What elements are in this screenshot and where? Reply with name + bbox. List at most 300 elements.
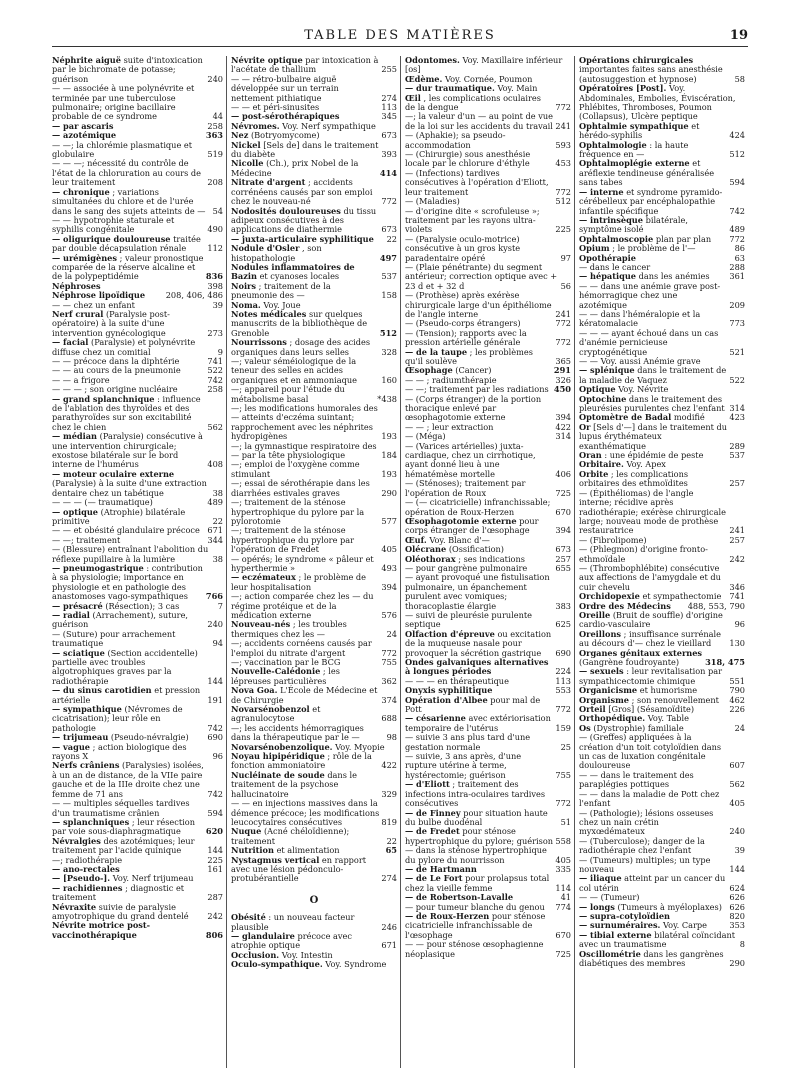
entry-text (405, 263, 559, 291)
entry-description: (Ch.), prix Nobel de la Médecine (231, 158, 359, 178)
entry-heading: — splanchniques (52, 816, 130, 827)
entry-page-ref: 208, 406, 486 (165, 290, 223, 301)
entry-description: — (Aphakie); sa pseudo-accommodation (405, 130, 506, 150)
entry-description: — — associée à une polynévrite et terminée par une tuberculose pulmonaire; origine bacillaire probable de ce syndrome (52, 83, 195, 122)
index-entry (231, 960, 397, 969)
entry-text (231, 141, 379, 160)
entry-page-ref: 405 (555, 854, 571, 865)
entry-text (52, 141, 205, 160)
index-entry (579, 649, 745, 668)
entry-text (231, 244, 378, 263)
entry-text (405, 112, 553, 131)
entry-page-ref: 314 (729, 403, 745, 414)
entry-description: ; le problème de l'— (612, 243, 696, 254)
entry-description: — suivie, 3 ans après, d'une rupture utérine à terme, hystérectomie; guérison (405, 751, 522, 780)
entry-description: — — dans le traitement des paraplégies pottiques (579, 769, 694, 790)
entry-heading: — rachidiennes (52, 882, 123, 893)
entry-page-ref: 772 (555, 798, 571, 809)
entry-text (231, 442, 379, 461)
entry-description: — — dans l'héméralopie et la kératomalacie (579, 308, 701, 329)
entry-description: importantes faites sans anesthésie (autosuggestion et hypnose) (579, 64, 723, 84)
entry-description: — (Méga) (405, 431, 446, 442)
entry-heading: — moteur oculaire externe (52, 468, 175, 479)
entry-text (405, 235, 559, 263)
entry-page-ref: 626 (729, 892, 745, 903)
entry-heading: Noma. (231, 299, 261, 310)
entry-description: — — Voy. aussi Anémie grave (579, 356, 701, 366)
index-entry (405, 479, 571, 498)
entry-page-ref: 25 (560, 741, 571, 752)
entry-heading: Olfaction d'épreuve (405, 628, 495, 639)
entry-page-ref: 345 (381, 111, 397, 122)
entry-heading: Nourrissons (231, 337, 287, 348)
index-entry (405, 395, 571, 423)
entry-heading: — trijumeau (52, 732, 109, 743)
entry-description: [Sels de] dans le traitement du diabète (231, 139, 379, 160)
entry-page-ref: 741 (729, 591, 745, 602)
entry-description: du tissu adipeux consécutives à des applications de diathermie (231, 205, 377, 235)
index-entry (231, 724, 397, 743)
entry-page-ref: 423 (729, 412, 745, 423)
index-entry (579, 874, 745, 893)
entry-page-ref: 725 (555, 487, 571, 498)
entry-heading: Orteil (579, 704, 606, 715)
index-entry (231, 667, 397, 686)
index-entry (579, 630, 745, 649)
entry-heading: Néphroses (52, 280, 101, 291)
index-entry (231, 244, 397, 263)
entry-description: Voy. Intestin (281, 949, 333, 960)
entry-page-ref: 328 (381, 346, 397, 357)
index-entry (231, 771, 397, 799)
entry-text (231, 799, 379, 827)
entry-heading: Œsophage (405, 365, 453, 376)
entry-page-ref: 51 (560, 816, 571, 827)
entry-description: et aréflexie tendineuse généralisée sans tabes (579, 158, 715, 188)
entry-description: (Botryomycome) (250, 130, 320, 141)
entry-description: : la haute fréquence en — (579, 139, 689, 160)
index-entry (231, 620, 397, 639)
index-columns (52, 56, 750, 1068)
entry-description: dans le traitement de la maladie de Vaquez (579, 365, 727, 385)
entry-text (405, 479, 553, 498)
entry-description: (Ossification) (448, 544, 504, 555)
entry-description: Voy. Syndrome (325, 959, 387, 970)
entry-text (579, 950, 727, 969)
index-entry (52, 508, 223, 527)
entry-page-ref: 790 (729, 685, 745, 696)
entry-page-ref: 22 (212, 515, 223, 526)
entry-page-ref: 9 (217, 346, 223, 357)
entry-description: : leur revitalisation par sympathicectomie chimique (579, 666, 723, 686)
entry-page-ref: 489 (207, 497, 223, 508)
entry-text (405, 658, 553, 677)
entry-text (231, 385, 375, 404)
entry-page-ref: 462 (729, 694, 745, 705)
entry-heading: Novarsénobenzol (231, 704, 310, 715)
entry-description: — (Maladies) (405, 196, 460, 207)
index-entry (579, 667, 745, 686)
entry-page-ref: 58 (734, 73, 745, 84)
index-entry (405, 912, 571, 940)
entry-heading: — intrinsèque (579, 214, 643, 225)
entry-page-ref: 453 (555, 158, 571, 169)
page-number: 19 (729, 28, 748, 43)
entry-page-ref: 489 (729, 224, 745, 235)
entry-page-ref: 362 (381, 675, 397, 686)
entry-heading: Notes médicales (231, 308, 307, 319)
index-entry (231, 827, 397, 846)
entry-page-ref: 24 (386, 628, 397, 639)
entry-heading: Nicolle (231, 158, 264, 169)
entry-description: ; son renouvellement (631, 694, 719, 705)
entry-heading: — radial (52, 609, 90, 620)
entry-description: — — — (— traumatique) (52, 497, 153, 508)
entry-text (52, 705, 205, 733)
entry-page-ref: 274 (381, 873, 397, 884)
entry-page-ref: 112 (207, 243, 223, 254)
entry-description: —; les accidents hémorragiques dans la thérapeutique par le — (231, 722, 364, 743)
entry-description: en rapport avec une lésion pédonculo-protubérantielle (231, 854, 367, 884)
entry-description: — — rétro-bulbaire aiguë développée sur un terrain nettement pithiatique (231, 73, 339, 103)
entry-text (231, 752, 379, 771)
entry-text (52, 649, 205, 687)
entry-page-ref: *438 (377, 393, 397, 404)
entry-description: —; radiothérapie (52, 854, 123, 865)
entry-page-ref: 290 (729, 958, 745, 968)
index-entry (405, 94, 571, 113)
entry-description: —; les modifications humorales des — atteints d'eczéma suintant; rapprochement avec les néphrites hydropigènes (231, 403, 378, 442)
entry-page-ref: 576 (381, 609, 397, 620)
index-entry (231, 385, 397, 404)
entry-description: — (— cicatricielle) infranchissable; opération de Roux-Herzen (405, 497, 551, 517)
entry-description: — ayant provoqué une fistulisation pulmonaire, un épanchement purulent avec vomiques; thoracoplastie élargie (405, 572, 550, 611)
entry-heading: Œsophagotomie externe (405, 515, 517, 526)
index-entry (52, 611, 223, 630)
entry-heading: Nystagmus vertical (231, 854, 320, 865)
entry-description: ; leur résection par voie sous-diaphragmatique (52, 816, 195, 837)
entry-description: — — précoce dans la diphtérie (52, 356, 180, 366)
entry-description: — — (Tumeur) (579, 892, 640, 903)
entry-description: ; les lépreuses particulières (231, 666, 340, 686)
entry-heading: Optomètre de Badal (579, 412, 672, 423)
entry-page-ref: 394 (381, 581, 397, 592)
entry-page-ref: 258 (207, 120, 223, 131)
entry-text (231, 498, 379, 526)
entry-text (405, 809, 559, 828)
index-entry (52, 141, 223, 160)
entry-description: — (Corps étranger) de la portion thoracique enlevé par œsophagotomie externe (405, 393, 542, 423)
entry-description: Voy. Abdominales, Embolies, Éviscération, Phlébites, Thromboses, Poumon (Collapsus), Ulcère peptique (579, 83, 736, 122)
entry-description: L'École de Médecine et de Chirurgie (231, 685, 378, 705)
entry-text (579, 667, 727, 686)
index-entry (52, 159, 223, 187)
index-entry (52, 395, 223, 433)
entry-page-ref: 512 (379, 327, 397, 338)
entry-text (579, 856, 727, 875)
entry-page-ref: 44 (212, 111, 223, 122)
entry-page-ref: 772 (555, 186, 571, 197)
entry-description: — (Varices artérielles) juxta-cardiaque, chez un cirrhotique, ayant donné lieu à une hématémèse mortelle (405, 440, 536, 479)
index-entry (579, 423, 745, 451)
entry-heading: — de Fredet (405, 826, 460, 837)
index-entry (231, 799, 397, 827)
entry-description: — pour tumeur blanche du genou (405, 901, 545, 912)
entry-description: — (Tension); rapports avec la pression artérielle générale (405, 327, 527, 348)
index-entry (405, 112, 571, 131)
entry-heading: Nova Goa. (231, 685, 278, 696)
entry-text (579, 366, 727, 385)
entry-text (52, 235, 205, 254)
entry-text (52, 743, 211, 762)
entry-heading: Opération d'Albee (405, 694, 488, 705)
entry-description: (Atrophie) bilatérale primitive (52, 506, 186, 526)
entry-heading: — juxta-articulaire syphilitique (231, 233, 374, 244)
entry-page-ref: 246 (381, 921, 397, 932)
entry-heading: Néphrite aiguë (52, 56, 121, 65)
entry-text (231, 479, 379, 498)
entry-heading: Organicisme (579, 685, 638, 696)
entry-description: : influence de l'ablation des thyroïdes et des parathyroïdes sur son excitabilité chez le chien (52, 393, 201, 432)
index-entry (579, 470, 745, 489)
entry-page-ref: 422 (555, 421, 571, 432)
entry-description: et sympathectomie (642, 591, 722, 602)
entry-description: ; les complications orbitaires des ethmoïdites (579, 468, 689, 489)
entry-page-ref: 255 (381, 64, 397, 75)
entry-text (579, 423, 727, 451)
entry-page-ref: 393 (381, 149, 397, 160)
index-entry (405, 696, 571, 715)
index-entry (231, 913, 397, 932)
entry-description: — — au cours de la pneumonie (52, 365, 181, 376)
entry-text (52, 470, 211, 498)
index-entry (405, 714, 571, 733)
entry-heading: — de Robertson-Lavalle (405, 892, 514, 903)
entry-page-ref: 594 (207, 807, 223, 818)
entry-text (52, 564, 204, 602)
entry-description: — (Paralysie oculo-motrice) consécutive à un gros kyste paradentaire opéré (405, 233, 521, 263)
entry-page-ref: 257 (555, 553, 571, 564)
entry-text (231, 75, 379, 103)
index-entry (231, 639, 397, 658)
index-entry (52, 686, 223, 705)
index-entry (405, 150, 571, 169)
entry-text (405, 517, 553, 536)
index-entry (579, 366, 745, 385)
entry-description: , son histopathologie (231, 243, 322, 263)
entry-description: ; le problème de leur hospitalisation (231, 572, 367, 592)
entry-description: ; rôle de la fonction ammoniatoire (231, 751, 372, 771)
entry-page-ref: 98 (386, 732, 397, 743)
entry-description: — — — ; son origine nucléaire (52, 384, 178, 395)
entry-page-ref: 522 (207, 365, 223, 376)
entry-description: — d'origine dite « scrofuleuse »; traitement par les rayons ultra-violets (405, 205, 540, 235)
entry-description: Voy. Nerf sympathique (282, 120, 376, 131)
index-entry (405, 329, 571, 348)
index-entry (52, 56, 223, 84)
entry-heading: Nickel (231, 139, 261, 150)
entry-text (579, 809, 727, 837)
entry-page-ref: 22 (386, 835, 397, 846)
entry-heading: Nerfs crâniens (52, 760, 120, 771)
entry-description: — (Tumeurs) multiples; un type nouveau (579, 854, 711, 874)
entry-page-ref: 521 (729, 346, 745, 357)
entry-text (52, 818, 204, 837)
entry-text (405, 573, 553, 611)
index-entry (405, 827, 571, 846)
entry-heading: — iliaque (579, 873, 622, 884)
entry-page-ref: 326 (555, 374, 571, 385)
entry-page-ref: 742 (207, 788, 223, 799)
entry-page-ref: 113 (381, 102, 397, 113)
entry-page-ref: 159 (555, 722, 571, 733)
index-entry (579, 310, 745, 329)
index-entry (579, 837, 745, 856)
index-entry (579, 395, 745, 414)
index-entry (405, 846, 571, 865)
entry-page-ref: 408 (207, 459, 223, 470)
entry-page-ref: 38 (212, 553, 223, 564)
entry-page-ref: 819 (381, 816, 397, 827)
entry-page-ref: 240 (729, 826, 745, 837)
index-entry (231, 932, 397, 951)
entry-text (231, 724, 385, 743)
index-entry (405, 940, 571, 959)
entry-page-ref: 289 (729, 440, 745, 451)
entry-description: (Paralysie) à la suite d'une extraction dentaire chez un tabétique (52, 478, 207, 498)
entry-description: dans le traitement des pleurésies purulentes chez l'enfant (579, 393, 725, 414)
entry-description: —; valeur séméiologique de la teneur des selles en acides organiques et en ammoniaque (231, 356, 357, 385)
entry-description: — dans le cancer (579, 261, 651, 272)
entry-heading: Novarsénobenzolique. (231, 741, 333, 752)
entry-heading: Ophtalmie sympathique (579, 120, 689, 131)
entry-description: — — en injections massives dans la démence précoce; les modifications leucocytaires consécutives (231, 798, 380, 827)
index-entry (231, 479, 397, 498)
index-entry (231, 856, 397, 884)
entry-description: Voy. Névrite (618, 384, 669, 395)
entry-text (405, 940, 553, 959)
entry-text (231, 282, 379, 301)
entry-page-ref: 512 (729, 149, 745, 160)
entry-description: — (Prothèse) après exérèse chirurgicale large d'un épithéliome de l'angle interne (405, 290, 552, 319)
index-entry (579, 931, 745, 950)
entry-text (52, 84, 211, 122)
entry-text (579, 874, 727, 893)
entry-description: (Arrachement), suture, guérison (52, 609, 189, 630)
entry-heading: — du sinus carotidien (52, 685, 152, 696)
index-entry (579, 771, 745, 790)
index-entry (52, 705, 223, 733)
entry-text (405, 207, 553, 235)
entry-page-ref: 94 (212, 638, 223, 649)
entry-text (231, 856, 379, 884)
entry-description: dans le traitement de la psychose hallucinatoire (231, 769, 357, 799)
entry-description: et alimentation (276, 845, 340, 856)
entry-heading: Névrite motrice post-vaccinothérapique (52, 920, 151, 940)
index-entry (52, 630, 223, 649)
entry-heading: Opérations chirurgicales (579, 56, 694, 65)
entry-text (405, 714, 553, 733)
entry-text (405, 827, 553, 846)
entry-description: et agranulocytose (231, 704, 321, 724)
entry-text (405, 752, 553, 780)
entry-page-ref: 274 (381, 92, 397, 103)
entry-page-ref: 208 (207, 177, 223, 188)
entry-heading: — [Pseudo-]. (52, 873, 111, 884)
entry-heading: Onyxis syphilitique (405, 685, 493, 696)
entry-page-ref: 522 (729, 374, 745, 385)
index-entry (52, 235, 223, 254)
index-entry (231, 357, 397, 385)
entry-description: dans les anémies (638, 271, 710, 282)
index-column-4 (574, 56, 748, 1068)
entry-description: — — a frigore (52, 374, 110, 385)
entry-description: : contribution à sa physiologie; importance en physiologie et en pathologie des anastomoses vago-sympathiques (52, 562, 203, 602)
entry-text (231, 357, 379, 385)
entry-description: —; essai de sérothérapie dans les diarrhées estivales graves (231, 478, 370, 498)
entry-page-ref: 226 (729, 704, 745, 715)
entry-heading: — de Le Fort (405, 873, 463, 884)
entry-description: — — dans la maladie de Pott chez l'enfant (579, 788, 720, 809)
entry-page-ref: 806 (205, 929, 223, 940)
entry-heading: Ophtalmoplégie externe (579, 158, 690, 169)
entry-page-ref: 287 (207, 892, 223, 903)
entry-description: ; variations simultanées du chlore et de l'urée dans le sang des sujets atteints de — (52, 186, 206, 216)
entry-page-ref: 626 (729, 901, 745, 912)
entry-page-ref: 673 (381, 130, 397, 141)
entry-text (52, 884, 205, 903)
entry-page-ref: 193 (381, 431, 397, 442)
entry-description: — —; la chlorémie plasmatique et globulaire (52, 139, 193, 160)
entry-description: ; accidents corrénéens causés par son emploi chez le nouveau-né (231, 177, 373, 207)
entry-description: (Paralysie) et polynévrite diffuse chez un comitial (52, 337, 196, 357)
entry-page-ref: 38 (212, 487, 223, 498)
entry-text (52, 921, 204, 940)
entry-text (405, 846, 553, 865)
entry-description: — — et péri-sinusites (231, 102, 320, 113)
entry-description: — —; traitement par les radiations (405, 384, 549, 395)
entry-page-ref: 242 (729, 553, 745, 564)
index-entry (405, 56, 571, 75)
entry-description: ; valeur pronostique comparée de la réserve alcaline et de la polypeptidémie (52, 252, 204, 282)
entry-page-ref: 241 (729, 525, 745, 536)
entry-page-ref: 398 (207, 280, 223, 291)
entry-text (231, 771, 379, 799)
entry-text (405, 442, 553, 480)
entry-heading: Os (579, 722, 591, 733)
entry-text (405, 498, 553, 517)
entry-page-ref: 562 (729, 779, 745, 790)
index-column-3 (400, 56, 574, 1068)
entry-text (405, 630, 553, 658)
entry-heading: — azotémique (52, 130, 117, 141)
entry-page-ref: 488, 553, 790 (687, 600, 745, 611)
index-entry (579, 950, 745, 969)
entry-heading: Nouveau-nés (231, 619, 291, 630)
index-entry (579, 122, 745, 141)
entry-heading: — hépatique (579, 271, 637, 282)
entry-description: ; les troubles thermiques chez les — (231, 619, 347, 639)
index-entry (52, 338, 223, 357)
entry-page-ref: 365 (555, 356, 571, 366)
entry-page-ref: 65 (385, 845, 397, 856)
index-entry (231, 310, 397, 338)
entry-text (52, 508, 211, 527)
entry-text (579, 470, 727, 489)
entry-page-ref: 772 (555, 102, 571, 113)
entry-heading: Noirs (231, 280, 256, 291)
entry-heading: Nouvelle-Calédonie (231, 666, 321, 677)
